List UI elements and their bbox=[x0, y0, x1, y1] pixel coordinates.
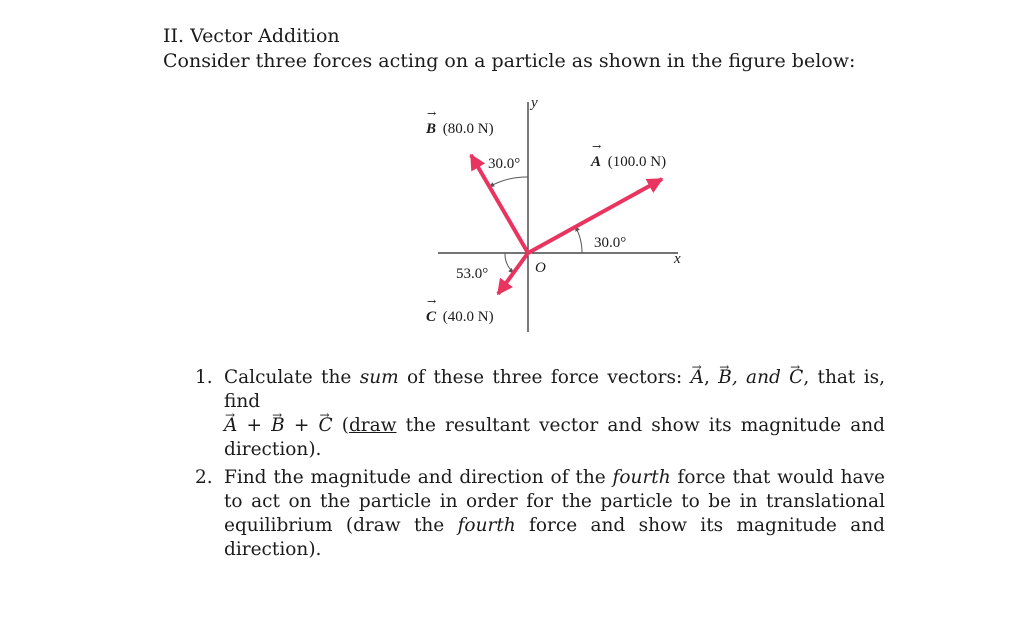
q1-text-e: the resultant vector and show its magnitude and direction). bbox=[224, 415, 886, 460]
q1-text-a: Calculate the bbox=[224, 367, 360, 388]
vector-b-arrow-mark: → bbox=[427, 107, 437, 120]
q1-text-d: ( bbox=[332, 415, 349, 436]
y-axis-label: y bbox=[531, 95, 538, 111]
q1-text-c: , that is, find bbox=[224, 367, 886, 412]
q1-plus-1: + bbox=[237, 415, 272, 436]
vector-a-symbol: A bbox=[591, 154, 602, 170]
x-axis-label: x bbox=[674, 251, 681, 267]
vector-a-magnitude: (100.0 N) bbox=[607, 154, 667, 170]
question-1-text bbox=[224, 366, 885, 462]
q2-emphasis-fourth: fourth bbox=[612, 467, 671, 488]
question-1-number: 1. bbox=[195, 367, 213, 388]
angle-arc-c bbox=[505, 253, 514, 273]
q1-and-text: , and bbox=[731, 367, 790, 388]
q2-emphasis-fourth-2: fourth bbox=[457, 515, 516, 536]
q2-text-a: Find the magnitude and direction of the bbox=[224, 467, 613, 488]
force-diagram bbox=[410, 88, 720, 338]
q1-sum-vector-c: → C bbox=[318, 414, 332, 438]
q1-vector-a: → A bbox=[691, 366, 704, 390]
vector-b-symbol: B bbox=[426, 121, 437, 137]
angle-arc-a bbox=[575, 226, 582, 253]
question-2 bbox=[195, 466, 885, 562]
svg-text:B (80.0 N) bbox=[425, 121, 494, 137]
q1-sum-vector-b: → B bbox=[271, 414, 285, 438]
vector-b-angle: 30.0° bbox=[488, 156, 521, 172]
q1-vector-c: → C bbox=[789, 366, 803, 390]
q2-text-b: force that would have to act on the particle in order for the particle to be in translational equilibrium (draw the bbox=[224, 467, 885, 536]
angle-arc-b bbox=[489, 177, 528, 187]
q1-separator: , bbox=[703, 367, 719, 388]
q1-emphasis-sum: sum bbox=[359, 367, 399, 388]
question-1 bbox=[195, 366, 885, 462]
svg-text:A (100.0 N) bbox=[590, 154, 666, 170]
q1-draw-underlined: draw bbox=[348, 415, 397, 436]
svg-text:C (40.0 N) bbox=[426, 309, 494, 325]
q1-plus-2: + bbox=[284, 415, 319, 436]
vector-c-arrow bbox=[498, 253, 528, 294]
origin-label: O bbox=[535, 260, 546, 276]
vector-c-angle: 53.0° bbox=[456, 266, 489, 282]
q1-vector-b: → B bbox=[718, 366, 732, 390]
vector-b-magnitude: (80.0 N) bbox=[442, 121, 494, 137]
vector-a-angle: 30.0° bbox=[594, 235, 627, 251]
question-2-number: 2. bbox=[195, 467, 213, 488]
vector-c-arrow-mark: → bbox=[427, 295, 437, 308]
q1-text-b: of these three force vectors: bbox=[398, 367, 691, 388]
q1-sum-vector-a: → A bbox=[224, 414, 237, 438]
vector-c-symbol: C bbox=[426, 309, 437, 325]
section-heading: II. Vector Addition bbox=[163, 25, 340, 47]
q2-text-c: force and show its magnitude and direction). bbox=[224, 515, 885, 560]
vector-a-arrow-mark: → bbox=[592, 140, 602, 153]
section-intro: Consider three forces acting on a particle as shown in the figure below: bbox=[163, 50, 856, 72]
vector-c-magnitude: (40.0 N) bbox=[442, 309, 494, 325]
question-2-text bbox=[224, 466, 885, 562]
